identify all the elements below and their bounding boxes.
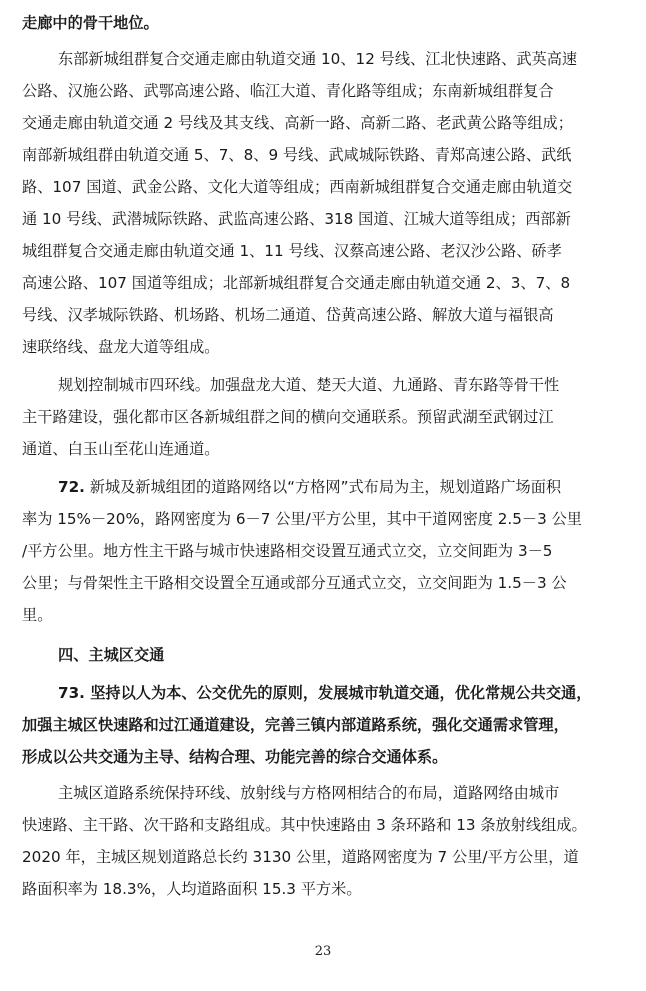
text-line: 加强主城区快速路和过江通道建设，完善三镇内部道路系统，强化交通需求管理， <box>22 716 569 734</box>
text-line: 快速路、主干路、次干路和支路组成。其中快速路由 3 条环路和 13 条放射线组成。 <box>22 816 587 834</box>
clause-text: 新城及新城组团的道路网络以“方格网”式布局为主，规划道路广场面积 <box>84 478 562 496</box>
text-line: 南部新城组群由轨道交通 5、7、8、9 号线、武咸城际铁路、青郑高速公路、武纸 <box>22 146 572 164</box>
text-line: 城组群复合交通走廊由轨道交通 1、11 号线、汉蔡高速公路、老汉沙公路、硚孝 <box>22 242 562 260</box>
text-line: 东部新城组群复合交通走廊由轨道交通 10、12 号线、江北快速路、武英高速 <box>58 50 578 68</box>
text-line: 路面积率为 18.3%，人均道路面积 15.3 平方米。 <box>22 880 362 898</box>
text-line: 走廊中的骨干地位。 <box>22 14 159 32</box>
text-line: 速联络线、盘龙大道等组成。 <box>22 338 220 356</box>
text-line: 公路、汉施公路、武鄂高速公路、临江大道、青化路等组成；东南新城组群复合 <box>22 82 554 100</box>
text-line: 路、107 国道、武金公路、文化大道等组成；西南新城组群复合交通走廊由轨道交 <box>22 178 573 196</box>
text-line: 主干路建设，强化都市区各新城组群之间的横向交通联系。预留武湖至武钢过江 <box>22 408 554 426</box>
clause-number: 72. <box>58 478 85 496</box>
text-line: 通道、白玉山至花山连通道。 <box>22 440 220 458</box>
text-line <box>58 470 646 504</box>
text-line: 公里；与骨架性主干路相交设置全互通或部分互通式立交，立交间距为 1.5－3 公 <box>22 574 567 592</box>
text-line: 规划控制城市四环线。加强盘龙大道、楚天大道、九通路、青东路等骨干性 <box>58 376 560 394</box>
text-line: 交通走廊由轨道交通 2 号线及其支线、高新一路、高新二路、老武黄公路等组成； <box>22 114 573 132</box>
section-heading: 四、主城区交通 <box>58 646 165 664</box>
text-line: 率为 15%－20%，路网密度为 6－7 公里/平方公里，其中干道网密度 2.5－3 公里 <box>22 510 582 528</box>
page-number: 23 <box>314 944 332 959</box>
text-line: 形成以公共交通为主导、结构合理、功能完善的综合交通体系。 <box>22 748 448 766</box>
text-line: 2020 年，主城区规划道路总长约 3130 公里，道路网密度为 7 公里/平方公里，道 <box>22 848 579 866</box>
text-line: 通 10 号线、武潜城际铁路、武监高速公路、318 国道、江城大道等组成；西部新 <box>22 210 571 228</box>
text-line: 号线、汉孝城际铁路、机场路、机场二通道、岱黄高速公路、解放大道与福银高 <box>22 306 554 324</box>
text-line: 73. 坚持以人为本、公交优先的原则，发展城市轨道交通，优化常规公共交通， <box>58 684 592 702</box>
text-line: /平方公里。地方性主干路与城市快速路相交设置互通式立交，立交间距为 3－5 <box>22 542 553 560</box>
text-line: 高速公路、107 国道等组成；北部新城组群复合交通走廊由轨道交通 2、3、7、8 <box>22 274 571 292</box>
text-line: 里。 <box>22 606 53 624</box>
text-line: 主城区道路系统保持环线、放射线与方格网相结合的布局，道路网络由城市 <box>58 784 560 802</box>
